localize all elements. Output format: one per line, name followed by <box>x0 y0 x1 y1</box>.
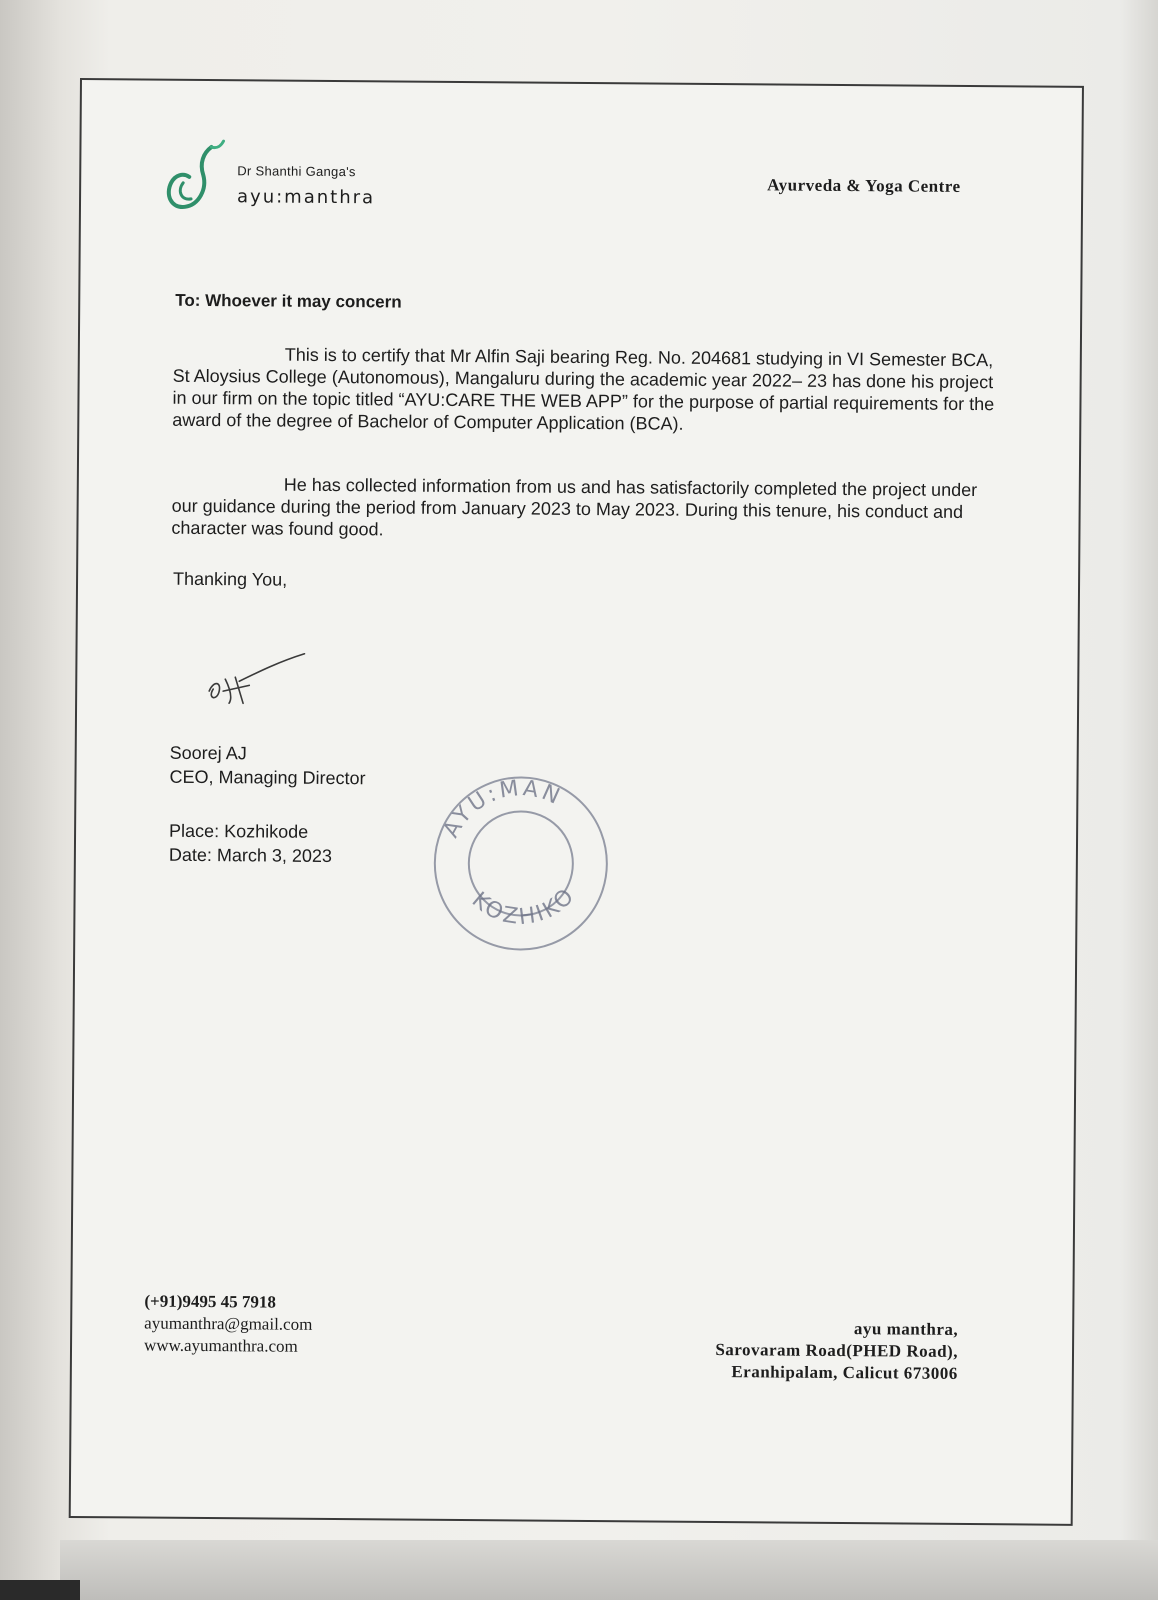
place-text: Place: Kozhikode <box>169 820 309 842</box>
brand-name: ayu:manthra <box>236 186 376 209</box>
address-line: Eranhipalam, Calicut 673006 <box>731 1362 958 1383</box>
conduct-paragraph <box>171 473 1001 546</box>
background-corner <box>0 1580 80 1600</box>
paragraph-text: He has collected information from us and has satisfactorily completed the project under our guidance during the period from January 2023 to May 2023. During this tenure, his conduct and character was found good. <box>171 474 978 540</box>
stamp-bottom-text: KOZHIKO <box>466 882 581 931</box>
company-seal-stamp <box>425 765 616 956</box>
address-line: Sarovaram Road(PHED Road), <box>715 1340 959 1361</box>
email-address: ayumanthra@gmail.com <box>144 1313 313 1334</box>
salutation: To: Whoever it may concern <box>175 290 402 312</box>
svg-text:KOZHIKO <box>467 882 581 931</box>
centre-tagline: Ayurveda & Yoga Centre <box>767 175 961 196</box>
certificate-paragraph <box>172 343 1003 438</box>
page-bottom-shadow <box>60 1540 1158 1600</box>
website-address: www.ayumanthra.com <box>143 1335 298 1356</box>
address-line: ayu manthra, <box>853 1319 959 1339</box>
droplet-swirl-icon <box>163 139 234 220</box>
postal-address <box>668 1317 959 1385</box>
handwritten-signature <box>199 651 309 712</box>
closing-text: Thanking You, <box>172 568 288 590</box>
place-date-block <box>169 819 332 868</box>
brand-subtitle: Dr Shanthi Ganga's <box>237 163 356 180</box>
stamp-top-text: AYU:MAN <box>438 775 566 842</box>
svg-text:AYU:MAN <box>439 775 566 843</box>
signatory-title: CEO, Managing Director <box>169 766 366 789</box>
signatory-name: Soorej AJ <box>169 742 247 764</box>
signatory-block <box>169 741 365 791</box>
date-text: Date: March 3, 2023 <box>168 844 333 867</box>
contact-block <box>144 1291 313 1358</box>
phone-number: (+91)9495 45 7918 <box>144 1291 276 1312</box>
paragraph-text: This is to certify that Mr Alfin Saji bearing Reg. No. 204681 studying in VI Semester BCA, St Aloysius College (Autonomous), Mangaluru during the academic year 2022– 23 has done his project in our firm on the topic titled “AYU:CARE THE WEB APP” for the purpose of partial requirements for the award of the degree of Bachelor of Computer Application (BCA). <box>172 344 995 434</box>
letterhead-page <box>69 78 1084 1526</box>
